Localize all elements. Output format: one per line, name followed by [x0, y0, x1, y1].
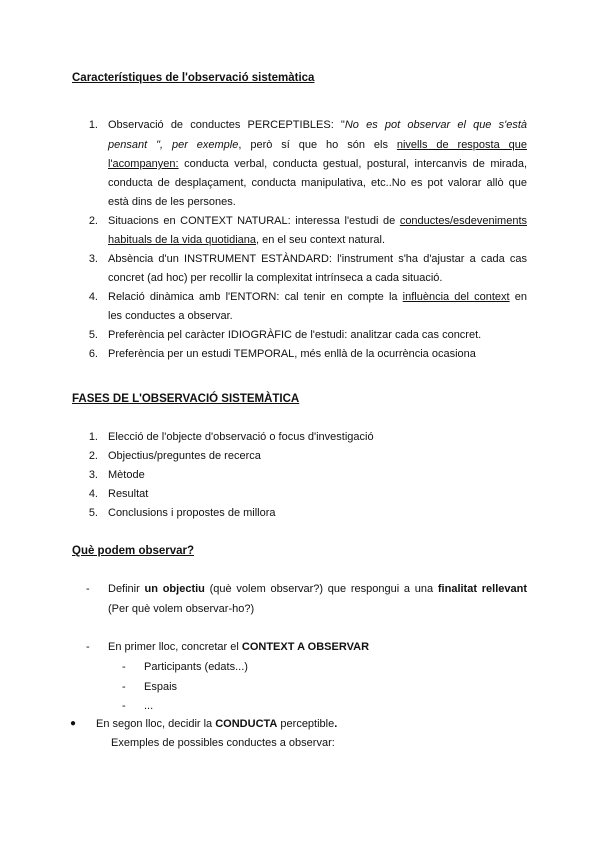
- list-number: 4.: [88, 488, 98, 500]
- list-item-text: Resultat: [108, 488, 149, 500]
- list-item-text: En primer lloc, concretar el CONTEXT A OBSERVAR: [108, 641, 370, 653]
- list-item-text: Elecció de l'objecte d'observació o focus d'investigació: [108, 431, 374, 443]
- list-number: 5.: [88, 329, 98, 341]
- list-number: 1.: [88, 431, 98, 443]
- section-title-characteristics: Característiques de l'observació sistemàtica: [72, 72, 315, 84]
- bullet-marker: ●: [70, 718, 77, 729]
- list-item-text: les conductes a observar.: [108, 310, 233, 322]
- section-title-what-to-observe: Què podem observar?: [72, 545, 195, 557]
- list-number: 2.: [88, 215, 98, 227]
- list-number: 6.: [88, 348, 98, 360]
- list-item-text: conducta de desplaçament, conducta manipulativa, etc..No es pot valorar allò que: [108, 177, 527, 189]
- list-number: 5.: [88, 507, 98, 519]
- list-item-text: Conclusions i propostes de millora: [108, 507, 276, 519]
- list-item-text: Absència d'un INSTRUMENT ESTÀNDARD: l'instrument s'ha d'ajustar a cada cas: [108, 253, 527, 265]
- list-item-text: Observació de conductes PERCEPTIBLES: "No es pot observar el que s'està: [108, 119, 527, 131]
- list-item-text: Preferència per un estudi TEMPORAL, més enllà de la ocurrència ocasiona: [108, 348, 476, 360]
- list-number: 3.: [88, 253, 98, 265]
- list-item-text: Exemples de possibles conductes a observar:: [111, 737, 335, 749]
- list-item-text: (Per què volem observar-ho?): [108, 603, 255, 615]
- list-item-text: està dins de les persones.: [108, 196, 236, 208]
- list-item-text: pensant ", per exemple, però sí que ho són els nivells de resposta que: [108, 139, 527, 151]
- list-item-text: Relació dinàmica amb l'ENTORN: cal tenir en compte la influència del context en: [108, 291, 527, 303]
- list-item-text: Mètode: [108, 469, 145, 481]
- section-title-phases: FASES DE L'OBSERVACIÓ SISTEMÀTICA: [72, 393, 300, 405]
- list-item-text: Situacions en CONTEXT NATURAL: interessa l'estudi de conductes/esdeveniments: [108, 215, 527, 227]
- sub-dash-marker: -: [122, 700, 126, 712]
- list-item-text: concret (ad hoc) per recollir la complexitat intrínseca a cada situació.: [108, 272, 443, 284]
- list-number: 1.: [88, 119, 98, 131]
- list-number: 2.: [88, 450, 98, 462]
- list-item-text: En segon lloc, decidir la CONDUCTA perceptible.: [96, 718, 338, 730]
- sub-dash-marker: -: [122, 681, 126, 693]
- list-item-text: Objectius/preguntes de recerca: [108, 450, 261, 462]
- sub-list-item: Participants (edats...): [144, 661, 248, 673]
- list-item-text: l'acompanyen: conducta verbal, conducta gestual, postural, intercanvis de mirada,: [108, 158, 527, 170]
- dash-marker: -: [86, 583, 90, 595]
- list-number: 4.: [88, 291, 98, 303]
- dash-marker: -: [86, 641, 90, 653]
- list-item-text: Definir un objectiu (què volem observar?) que respongui a una finalitat rellevant: [108, 583, 527, 595]
- sub-list-item: ...: [144, 700, 154, 712]
- sub-list-item: Espais: [144, 681, 178, 693]
- list-item-text: habituals de la vida quotidiana, en el seu context natural.: [108, 234, 386, 246]
- list-number: 3.: [88, 469, 98, 481]
- sub-dash-marker: -: [122, 661, 126, 673]
- list-item-text: Preferència pel caràcter IDIOGRÀFIC de l'estudi: analitzar cada cas concret.: [108, 329, 482, 341]
